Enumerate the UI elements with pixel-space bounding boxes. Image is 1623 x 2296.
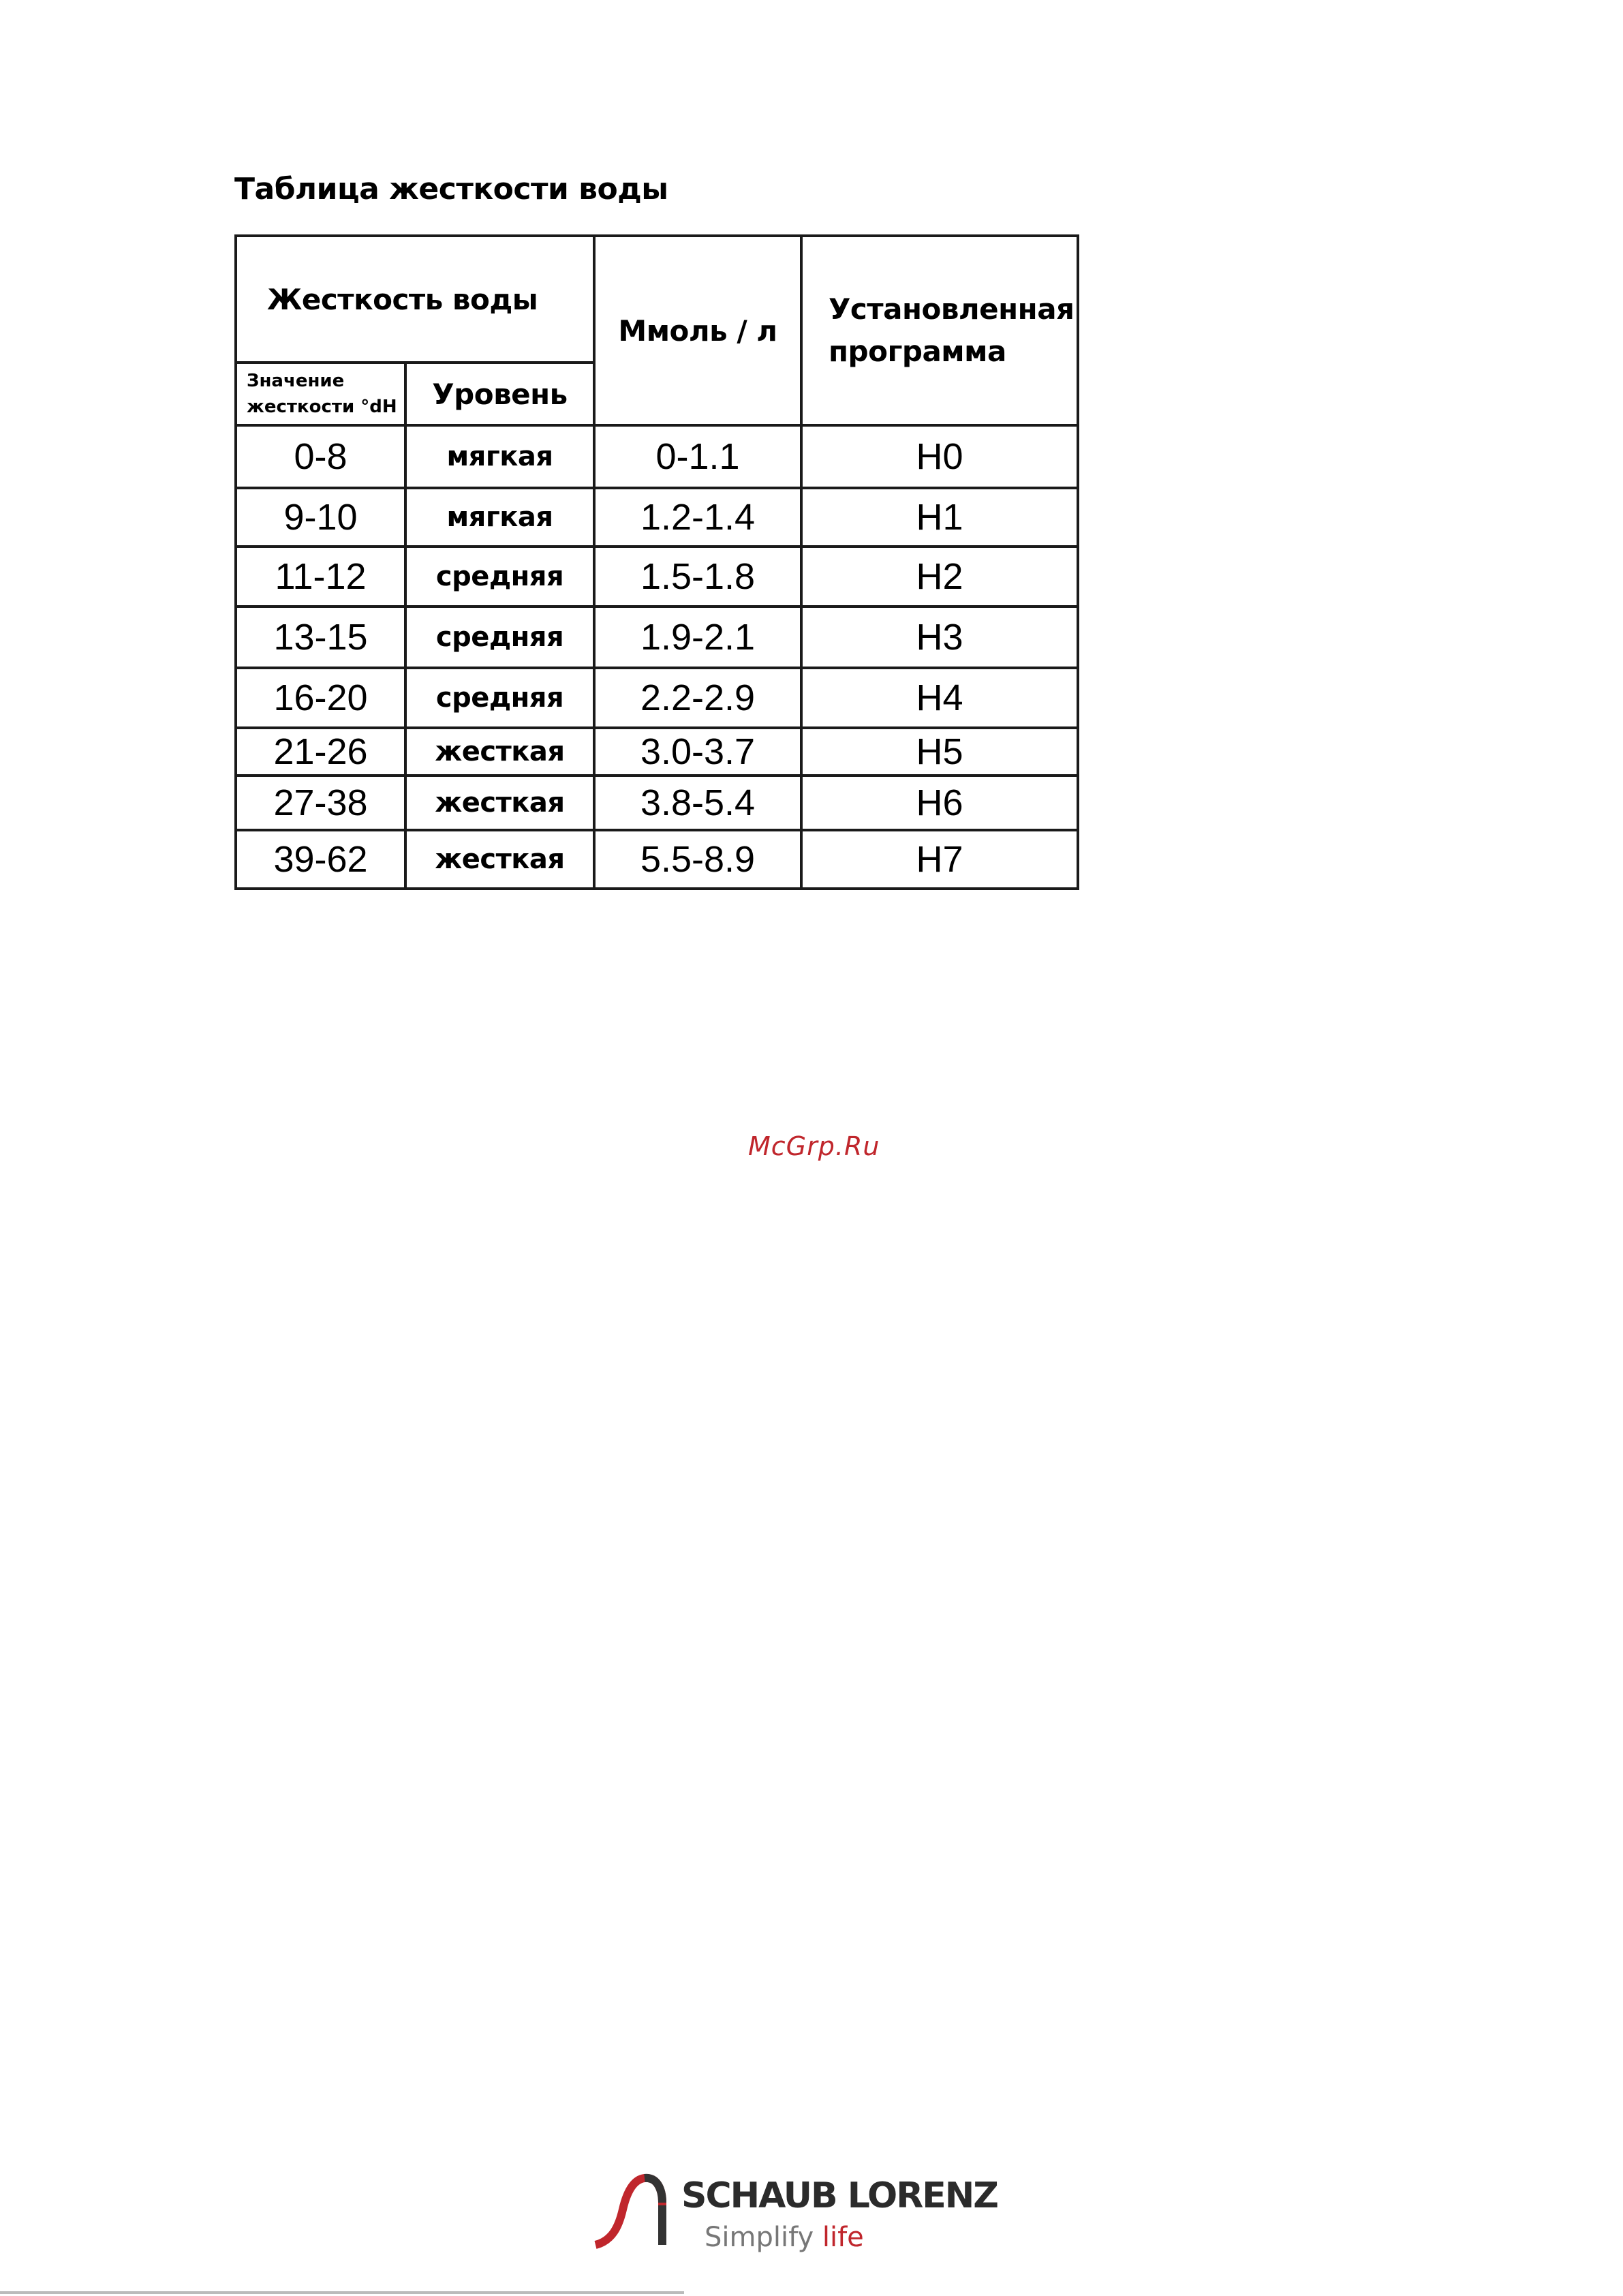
cell-program: H5 [801,728,1078,776]
table-row [236,776,1078,830]
cell-dh: 0-8 [236,425,405,488]
cell-program: H1 [801,488,1078,547]
cell-mmol: 1.2-1.4 [594,488,801,547]
logo-tagline-a: Simplify [705,2222,822,2253]
header-level: Уровень [405,363,594,425]
table-row [236,607,1078,668]
hardness-table-wrap [234,234,1079,890]
cell-level: мягкая [405,425,594,488]
cell-dh: 13-15 [236,607,405,668]
cell-mmol: 3.0-3.7 [594,728,801,776]
cell-program: H4 [801,668,1078,728]
cell-dh: 21-26 [236,728,405,776]
cell-level: мягкая [405,488,594,547]
cell-program: H2 [801,547,1078,607]
cell-level: жесткая [405,830,594,889]
watermark-text: McGrp.Ru [748,1131,880,1161]
logo-mark-icon [591,2164,680,2260]
table-row [236,425,1078,488]
header-value-line1: Значение [247,371,345,391]
cell-mmol: 2.2-2.9 [594,668,801,728]
cell-program: H3 [801,607,1078,668]
cell-dh: 11-12 [236,547,405,607]
cell-dh: 39-62 [236,830,405,889]
cell-dh: 9-10 [236,488,405,547]
logo-tagline [705,2222,864,2253]
table-row [236,830,1078,889]
cell-mmol: 1.5-1.8 [594,547,801,607]
table-row [236,488,1078,547]
cell-level: жесткая [405,776,594,830]
cell-program: H6 [801,776,1078,830]
cell-level: средняя [405,607,594,668]
header-value-line2: жесткости °dH [247,397,397,417]
header-program [801,236,1078,425]
schaub-lorenz-logo [591,2164,1000,2260]
cell-level: средняя [405,547,594,607]
cell-program: H0 [801,425,1078,488]
cell-dh: 16-20 [236,668,405,728]
cell-mmol: 3.8-5.4 [594,776,801,830]
cell-mmol: 5.5-8.9 [594,830,801,889]
cell-level: средняя [405,668,594,728]
cell-dh: 27-38 [236,776,405,830]
table-title: Таблица жесткости воды [234,172,668,206]
logo-tagline-b: life [822,2222,864,2253]
table-row [236,668,1078,728]
header-hardness: Жесткость воды [236,236,594,363]
header-program-line1: Установленная [829,292,1075,326]
cell-mmol: 0-1.1 [594,425,801,488]
cell-level: жесткая [405,728,594,776]
header-mmol: Ммоль / л [594,236,801,425]
header-row-top [236,236,1078,363]
cell-mmol: 1.9-2.1 [594,607,801,668]
header-program-line2: программа [829,335,1006,368]
cell-program: H7 [801,830,1078,889]
table-row [236,728,1078,776]
header-value-dh [236,363,405,425]
table-row [236,547,1078,607]
hardness-table [234,234,1079,890]
logo-brand: SCHAUB LORENZ [681,2175,998,2216]
bottom-rule [0,2291,684,2294]
